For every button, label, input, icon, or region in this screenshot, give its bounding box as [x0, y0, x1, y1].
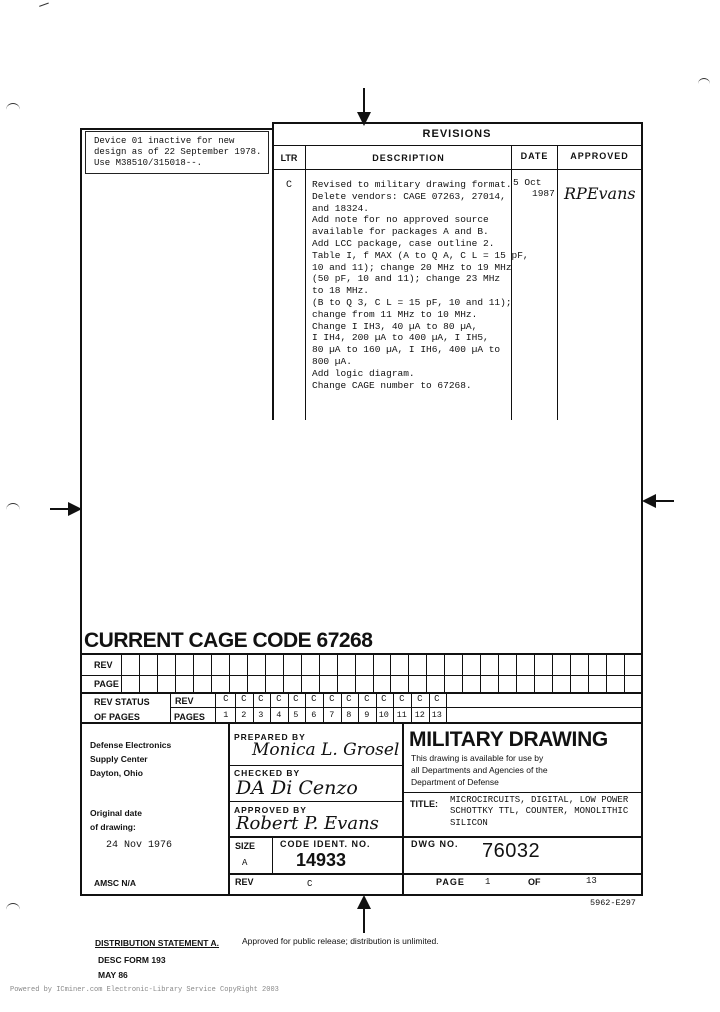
grid-col-line [373, 653, 374, 693]
size-value: A [242, 858, 248, 868]
checked-by-label: CHECKED BY [234, 768, 301, 778]
page-number-cell: 1 [223, 710, 229, 720]
title-line: SCHOTTKY TTL, COUNTER, MONOLITHIC [450, 806, 629, 817]
desc-line: available for packages A and B. [312, 226, 489, 238]
revisions-title: REVISIONS [422, 128, 492, 140]
title-label: TITLE: [410, 799, 438, 809]
dwg-no-value: 76032 [482, 840, 541, 862]
size-label: SIZE [235, 841, 256, 851]
desc-line: Add note for no approved source [312, 214, 489, 226]
title-line: SILICON [450, 817, 488, 828]
pages-header-label: PAGES [174, 712, 205, 722]
note-line: design as of 22 September 1978. [94, 147, 262, 157]
grid-left-divider [215, 692, 216, 723]
rev-status-cell: C [399, 694, 405, 704]
page-number-cell: 4 [276, 710, 282, 720]
org-line: Dayton, Ohio [90, 768, 143, 778]
page-number-cell: 2 [241, 710, 247, 720]
of-value: 13 [586, 876, 597, 886]
page-number-cell: 9 [364, 710, 370, 720]
header-date: DATE [520, 151, 549, 161]
header-ltr: LTR [280, 153, 298, 163]
desc-line: and 18324. [312, 202, 370, 214]
checked-signature: DA Di Cenzo [236, 777, 358, 799]
rev-ltr-value: C [285, 180, 292, 191]
grid-col-line [193, 653, 194, 693]
rev-left [272, 122, 274, 420]
grid-col-line [570, 653, 571, 693]
header-description: DESCRIPTION [372, 153, 445, 163]
notice-line: all Departments and Agencies of the [411, 765, 548, 775]
grid-col-line [355, 653, 356, 693]
rev-status-cell: C [293, 694, 299, 704]
desc-line: change from 11 MHz to 10 MHz. [312, 308, 478, 320]
rev-header-label: REV [175, 696, 194, 706]
grid-row-line [170, 707, 642, 708]
tb-size-divider [272, 836, 273, 874]
desc-line: Revised to military drawing format. [312, 179, 512, 190]
rev-title-bottom [272, 145, 642, 146]
page-number-cell: 13 [431, 710, 442, 720]
tb-line [228, 836, 643, 838]
inactive-note [85, 131, 269, 174]
grid-col-line [408, 653, 409, 693]
distribution-text: Approved for public release; distribution is unlimited. [242, 936, 439, 946]
arrow-up-icon [354, 893, 374, 933]
grid-col-line [265, 653, 266, 693]
desc-line: Change CAGE number to 67268. [312, 379, 472, 391]
grid-col-line [211, 653, 212, 693]
footer-watermark: Powered by ICminer.com Electronic-Library Service CopyRight 2003 [10, 986, 279, 994]
desc-line: Add LCC package, case outline 2. [312, 237, 495, 249]
grid-left-divider [121, 653, 122, 693]
page-number-cell: 12 [414, 710, 425, 720]
grid-col-line [606, 653, 607, 693]
page-number-cell: 10 [378, 710, 389, 720]
arrow-right-icon [50, 500, 84, 518]
rev-row-label: REV [235, 877, 254, 887]
notice-line: Department of Defense [411, 777, 499, 787]
rev-status-cell: C [311, 694, 317, 704]
page-number-cell: 3 [258, 710, 264, 720]
dwg-no-label: DWG NO. [411, 839, 459, 849]
frame-left [80, 128, 82, 896]
tb-divider [402, 722, 404, 896]
grid-col-line [624, 653, 625, 693]
rev-status-cell: C [258, 694, 264, 704]
military-drawing-title: MILITARY DRAWING [409, 728, 608, 751]
grid-col-line [175, 653, 176, 693]
margin-mark [6, 903, 20, 910]
desc-line: (B to Q 3, C L = 15 pF, 10 and 11); [312, 296, 512, 308]
grid-col-line [446, 692, 447, 723]
desc-line: Delete vendors: CAGE 07263, 27014, [312, 190, 506, 202]
distribution-label: DISTRIBUTION STATEMENT A. [95, 938, 220, 948]
rev-status-cell: C [364, 694, 370, 704]
cage-underline [80, 653, 643, 655]
page-label: PAGE [436, 877, 465, 887]
grid-col-line [516, 653, 517, 693]
grid-left-divider [170, 692, 171, 723]
orig-date-value: 24 Nov 1976 [106, 840, 173, 851]
rev-top [272, 122, 643, 124]
of-pages-label: OF PAGES [94, 712, 140, 722]
desc-line: 10 and 11); change 20 MHz to 19 MHz [312, 261, 512, 273]
margin-mark [6, 103, 20, 110]
rev-status-cell: C [346, 694, 352, 704]
grid-col-line [139, 653, 140, 693]
grid-col-line [301, 653, 302, 693]
grid-col-line [534, 653, 535, 693]
approved-signature: Robert P. Evans [236, 813, 379, 834]
grid-rev-label: REV [94, 660, 113, 670]
tb-divider [228, 722, 230, 896]
grid-col-line [229, 653, 230, 693]
desc-line: I IH4, 200 µA to 400 µA, I IH5, [312, 332, 489, 344]
rev-status-cell: C [434, 694, 440, 704]
tb-line [402, 792, 642, 793]
grid-page-label: PAGE [94, 679, 119, 689]
prepared-signature: Monica L. Grosel [252, 740, 400, 760]
tb-line [228, 801, 403, 802]
grid-col-line [390, 653, 391, 693]
rev-header-bottom [272, 169, 642, 170]
orig-date-label: of drawing: [90, 822, 136, 832]
page-value: 1 [485, 877, 491, 887]
orig-date-label: Original date [90, 808, 142, 818]
of-label: OF [528, 877, 541, 887]
arrow-left-icon [640, 492, 674, 510]
margin-mark [6, 503, 20, 510]
desc-line: to 18 MHz. [312, 285, 370, 297]
org-line: Supply Center [90, 754, 148, 764]
frame-top-left [80, 128, 272, 130]
notice-line: This drawing is available for use by [411, 753, 544, 763]
page-number-cell: 8 [346, 710, 352, 720]
desc-line: Add logic diagram. [312, 367, 415, 379]
page-number-cell: 7 [329, 710, 335, 720]
code-ident-label: CODE IDENT. NO. [280, 839, 371, 849]
rev-approved-signature: RPEvans [564, 184, 636, 203]
rev-status-label: REV STATUS [94, 697, 150, 707]
tb-line [228, 873, 643, 875]
grid-col-line [319, 653, 320, 693]
title-text [450, 795, 628, 829]
grid-row-line [80, 722, 643, 724]
rev-status-cell: C [276, 694, 282, 704]
prepared-by-label: PREPARED BY [234, 732, 306, 742]
org-line: Defense Electronics [90, 740, 172, 750]
fsc-number: 5962-E297 [590, 898, 636, 908]
grid-col-line [588, 653, 589, 693]
rev-date-line1: 5 Oct [513, 177, 542, 188]
page-number-cell: 6 [311, 710, 317, 720]
page-number-cell: 5 [293, 710, 299, 720]
rev-status-cell: C [223, 694, 229, 704]
desc-line: (50 pF, 10 and 11); change 23 MHz [312, 273, 501, 285]
desc-line: 800 µA. [312, 355, 352, 367]
rev-status-cell: C [417, 694, 423, 704]
corner-mark [39, 3, 51, 13]
tb-line [228, 765, 403, 766]
desc-form-date: MAY 86 [98, 970, 128, 980]
grid-row-line [80, 675, 642, 676]
current-cage-code: CURRENT CAGE CODE 67268 [84, 629, 373, 652]
rev-col-date [557, 145, 558, 420]
grid-col-line [462, 653, 463, 693]
title-line: MICROCIRCUITS, DIGITAL, LOW POWER [450, 795, 629, 805]
desc-form: DESC FORM 193 [98, 955, 166, 965]
code-ident-value: 14933 [296, 850, 347, 870]
grid-col-line [337, 653, 338, 693]
margin-mark [698, 78, 710, 85]
desc-line: Change I IH3, 40 µA to 80 µA, [312, 320, 478, 332]
rev-row-value: C [307, 879, 313, 889]
rev-status-cell: C [329, 694, 335, 704]
grid-col-line [552, 653, 553, 693]
approved-by-label: APPROVED BY [234, 805, 307, 815]
desc-line: 80 µA to 160 µA, I IH6, 400 µA to [312, 344, 501, 356]
note-line: Device 01 inactive for new [94, 136, 235, 146]
note-line: Use M38510/315018--. [94, 158, 203, 168]
grid-col-line [444, 653, 445, 693]
grid-col-line [480, 653, 481, 693]
desc-line: Table I, f MAX (A to Q A, C L = 15 pF, [312, 249, 529, 261]
amsc-label: AMSC N/A [94, 878, 137, 888]
frame-bottom [80, 894, 643, 896]
grid-col-line [247, 653, 248, 693]
grid-col-line [283, 653, 284, 693]
rev-date-line2: 1987 [532, 188, 555, 199]
rev-status-cell: C [381, 694, 387, 704]
grid-col-line [157, 653, 158, 693]
grid-col-line [426, 653, 427, 693]
grid-col-line [498, 653, 499, 693]
frame-right [641, 122, 643, 896]
rev-status-cell: C [241, 694, 247, 704]
page-number-cell: 11 [396, 710, 407, 720]
rev-description [312, 179, 529, 391]
header-approved: APPROVED [570, 151, 629, 161]
